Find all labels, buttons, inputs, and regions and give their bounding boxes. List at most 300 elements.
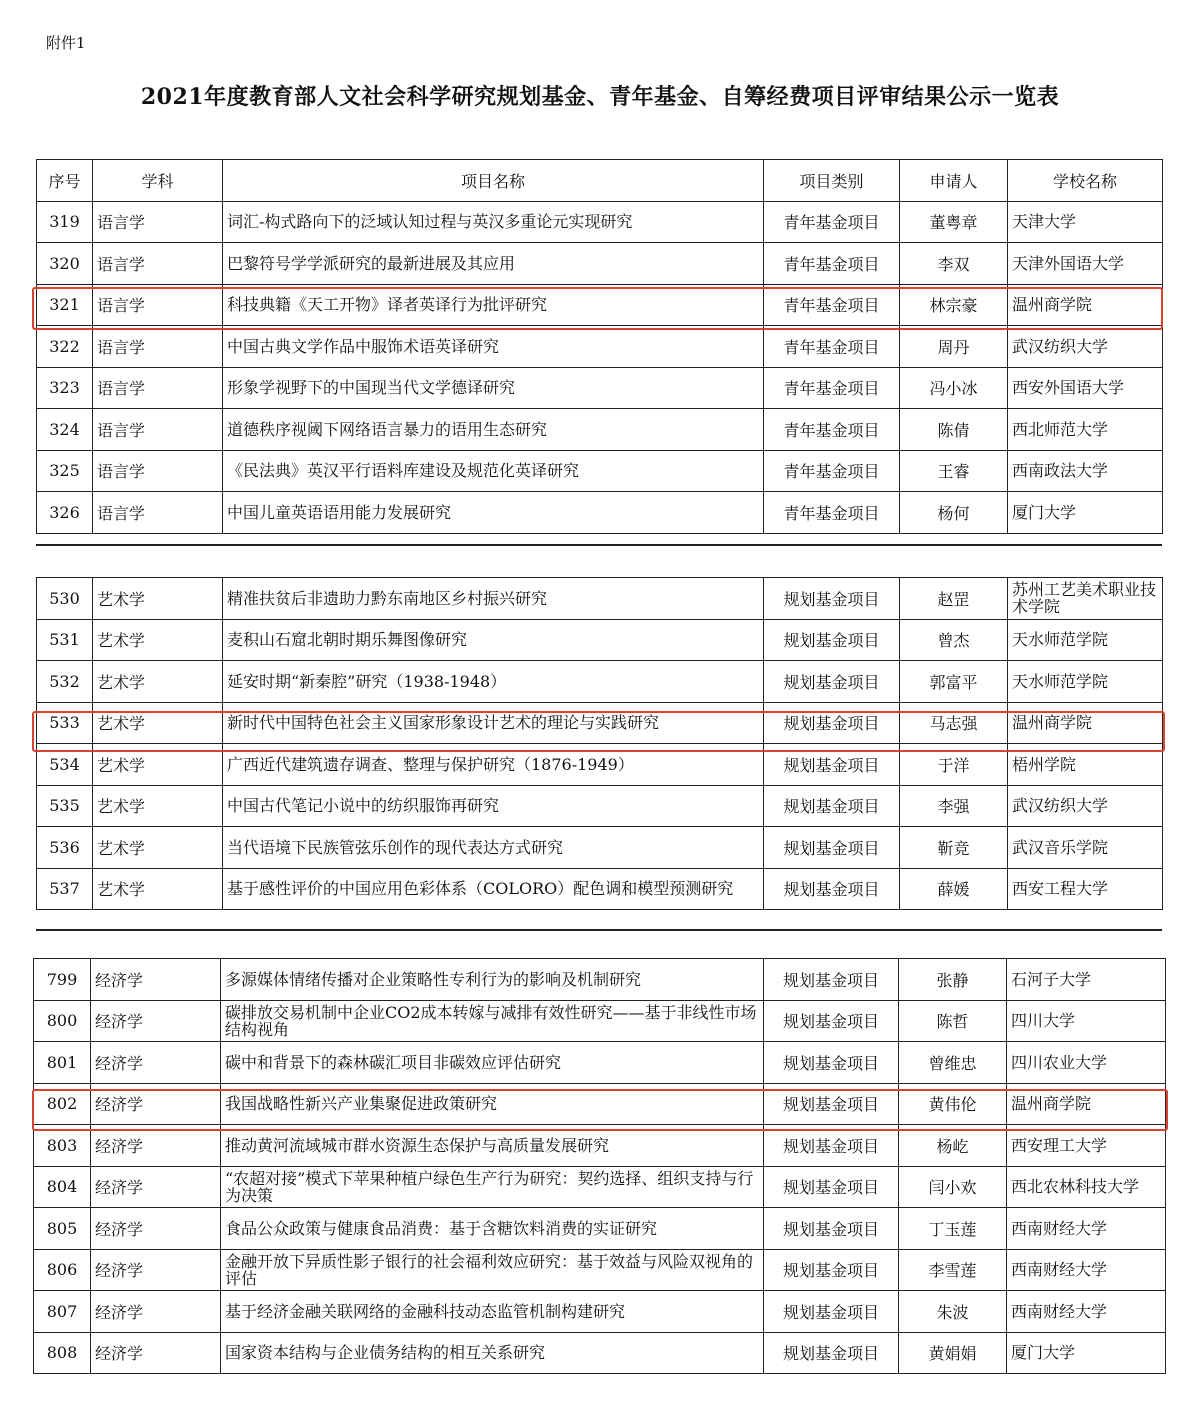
cell-applicant-text: 马志强 bbox=[929, 714, 978, 734]
cell-school-text: 天津大学 bbox=[1012, 212, 1077, 232]
cell-serial bbox=[37, 492, 93, 534]
cell-subject bbox=[93, 578, 223, 620]
cell-serial-text: 808 bbox=[46, 1343, 78, 1363]
cell-applicant-text: 李雪莲 bbox=[928, 1261, 977, 1281]
cell-subject bbox=[91, 1291, 221, 1333]
cell-project-name bbox=[223, 744, 764, 786]
cell-project-name bbox=[223, 201, 764, 243]
cell-applicant-text: 李强 bbox=[937, 797, 970, 817]
cell-serial bbox=[34, 959, 91, 1001]
cell-project-name bbox=[221, 1166, 764, 1208]
cell-serial-text: 324 bbox=[49, 419, 80, 439]
cell-subject-text: 艺术学 bbox=[97, 755, 146, 775]
cell-applicant bbox=[899, 1083, 1007, 1125]
cell-project-name bbox=[223, 367, 764, 409]
cell-subject-text: 经济学 bbox=[95, 1261, 144, 1281]
cell-serial-text: 531 bbox=[49, 630, 80, 650]
cell-serial bbox=[37, 827, 93, 869]
cell-subject-text: 经济学 bbox=[95, 1219, 144, 1239]
cell-subject-text: 经济学 bbox=[95, 970, 144, 990]
results-table-economics bbox=[33, 958, 1166, 1374]
cell-applicant bbox=[899, 1125, 1007, 1167]
cell-category-text: 规划基金项目 bbox=[783, 755, 880, 775]
document-title: 2021年度教育部人文社会科学研究规划基金、青年基金、自筹经费项目评审结果公示一览表 bbox=[140, 84, 1060, 110]
cell-school bbox=[1008, 785, 1163, 827]
cell-category-text: 规划基金项目 bbox=[782, 1178, 879, 1198]
table-row bbox=[34, 1332, 1166, 1374]
cell-project-name-text: 道德秩序视阈下网络语言暴力的语用生态研究 bbox=[227, 419, 548, 439]
cell-category-text: 规划基金项目 bbox=[782, 1344, 879, 1364]
section-break-line bbox=[36, 544, 1162, 546]
cell-project-name bbox=[223, 785, 764, 827]
table-row bbox=[37, 744, 1163, 786]
cell-serial-text: 536 bbox=[49, 837, 80, 857]
header-applicant: 申请人 bbox=[900, 160, 1008, 202]
table-row bbox=[37, 578, 1163, 620]
table-row bbox=[34, 1125, 1166, 1167]
cell-project-name-text: “农超对接”模式下苹果种植户绿色生产行为研究：契约选择、组织支持与行为决策 bbox=[225, 1168, 754, 1205]
cell-category-text: 规划基金项目 bbox=[782, 1053, 879, 1073]
table-header-row bbox=[37, 160, 1163, 202]
cell-category bbox=[764, 201, 900, 243]
cell-school-text: 温州商学院 bbox=[1012, 295, 1093, 315]
cell-category-text: 规划基金项目 bbox=[783, 714, 880, 734]
cell-serial bbox=[34, 1332, 91, 1374]
cell-category-text: 规划基金项目 bbox=[783, 797, 880, 817]
cell-project-name bbox=[221, 1291, 764, 1333]
table-row bbox=[34, 1208, 1166, 1250]
cell-project-name-text: 我国战略性新兴产业集聚促进政策研究 bbox=[225, 1094, 498, 1114]
cell-school bbox=[1007, 1291, 1166, 1333]
cell-subject-text: 语言学 bbox=[97, 296, 146, 316]
cell-project-name bbox=[223, 827, 764, 869]
cell-applicant bbox=[900, 661, 1008, 703]
cell-subject bbox=[93, 619, 223, 661]
cell-applicant bbox=[900, 702, 1008, 744]
cell-project-name bbox=[223, 284, 764, 326]
cell-serial-text: 322 bbox=[49, 336, 80, 356]
cell-subject bbox=[93, 827, 223, 869]
table-row bbox=[34, 1000, 1166, 1042]
table-row bbox=[37, 492, 1163, 534]
cell-category-text: 规划基金项目 bbox=[782, 970, 879, 990]
cell-applicant-text: 陈哲 bbox=[936, 1012, 969, 1032]
cell-subject bbox=[93, 367, 223, 409]
cell-serial bbox=[37, 243, 93, 285]
table-row bbox=[34, 1291, 1166, 1333]
table-row bbox=[34, 1042, 1166, 1084]
cell-subject bbox=[91, 1208, 221, 1250]
cell-subject-text: 经济学 bbox=[95, 1053, 144, 1073]
cell-serial-text: 530 bbox=[49, 588, 80, 608]
cell-subject bbox=[93, 868, 223, 910]
cell-serial bbox=[37, 409, 93, 451]
cell-project-name bbox=[223, 409, 764, 451]
cell-project-name-text: 基于经济金融关联网络的金融科技动态监管机制构建研究 bbox=[225, 1301, 626, 1321]
cell-subject-text: 语言学 bbox=[97, 379, 146, 399]
cell-serial-text: 534 bbox=[49, 754, 80, 774]
table-row bbox=[37, 326, 1163, 368]
cell-applicant-text: 冯小冰 bbox=[929, 379, 978, 399]
cell-category bbox=[764, 1249, 899, 1291]
cell-school bbox=[1008, 409, 1163, 451]
cell-category bbox=[764, 243, 900, 285]
table-row-highlighted bbox=[34, 1083, 1166, 1125]
cell-school-text: 天水师范学院 bbox=[1012, 630, 1109, 650]
cell-applicant-text: 李双 bbox=[937, 254, 970, 274]
cell-project-name-text: 《民法典》英汉平行语料库建设及规范化英译研究 bbox=[227, 461, 580, 481]
cell-applicant bbox=[900, 619, 1008, 661]
cell-school-text: 西南财经大学 bbox=[1011, 1301, 1108, 1321]
cell-category bbox=[764, 619, 900, 661]
cell-subject-text: 经济学 bbox=[95, 1136, 144, 1156]
header-project-category: 项目类别 bbox=[764, 160, 900, 202]
cell-category bbox=[764, 1332, 899, 1374]
cell-category bbox=[764, 492, 900, 534]
cell-subject bbox=[91, 959, 221, 1001]
cell-subject bbox=[91, 1042, 221, 1084]
cell-school bbox=[1007, 959, 1166, 1001]
cell-category-text: 规划基金项目 bbox=[782, 1219, 879, 1239]
cell-subject bbox=[93, 661, 223, 703]
cell-school bbox=[1008, 661, 1163, 703]
cell-project-name-text: 推动黄河流域城市群水资源生态保护与高质量发展研究 bbox=[225, 1135, 610, 1155]
cell-serial bbox=[34, 1083, 91, 1125]
cell-serial bbox=[37, 284, 93, 326]
cell-subject bbox=[93, 702, 223, 744]
cell-school bbox=[1007, 1249, 1166, 1291]
cell-category-text: 规划基金项目 bbox=[783, 631, 880, 651]
cell-applicant bbox=[900, 243, 1008, 285]
cell-subject bbox=[93, 492, 223, 534]
cell-subject-text: 艺术学 bbox=[97, 880, 146, 900]
cell-school bbox=[1008, 326, 1163, 368]
cell-category-text: 规划基金项目 bbox=[782, 1012, 879, 1032]
cell-school bbox=[1008, 744, 1163, 786]
cell-category-text: 青年基金项目 bbox=[783, 296, 880, 316]
cell-category bbox=[764, 1208, 899, 1250]
cell-applicant-text: 杨何 bbox=[937, 503, 970, 523]
cell-school-text: 苏州工艺美术职业技术学院 bbox=[1012, 580, 1157, 617]
cell-serial bbox=[37, 201, 93, 243]
cell-subject bbox=[93, 326, 223, 368]
cell-subject-text: 艺术学 bbox=[97, 589, 146, 609]
cell-school-text: 温州商学院 bbox=[1011, 1094, 1092, 1114]
cell-applicant bbox=[899, 1042, 1007, 1084]
cell-applicant-text: 黄娟娟 bbox=[928, 1344, 977, 1364]
cell-applicant bbox=[900, 578, 1008, 620]
cell-project-name bbox=[223, 243, 764, 285]
cell-subject bbox=[91, 1083, 221, 1125]
cell-school-text: 西安外国语大学 bbox=[1012, 378, 1125, 398]
table-row-highlighted bbox=[37, 702, 1163, 744]
cell-project-name bbox=[223, 661, 764, 703]
cell-serial-text: 807 bbox=[46, 1301, 78, 1321]
cell-project-name bbox=[221, 1083, 764, 1125]
table-row bbox=[34, 1166, 1166, 1208]
cell-category-text: 青年基金项目 bbox=[783, 462, 880, 482]
cell-serial-text: 320 bbox=[49, 253, 80, 273]
cell-project-name bbox=[223, 450, 764, 492]
cell-applicant-text: 周丹 bbox=[937, 337, 970, 357]
cell-school-text: 厦门大学 bbox=[1012, 502, 1077, 522]
cell-serial-text: 802 bbox=[46, 1094, 78, 1114]
cell-applicant bbox=[900, 201, 1008, 243]
cell-project-name bbox=[223, 619, 764, 661]
header-project-name: 项目名称 bbox=[223, 160, 764, 202]
cell-school bbox=[1008, 868, 1163, 910]
cell-project-name bbox=[221, 1125, 764, 1167]
cell-serial bbox=[37, 450, 93, 492]
cell-subject bbox=[91, 1125, 221, 1167]
cell-applicant bbox=[899, 1000, 1007, 1042]
cell-project-name-text: 巴黎符号学学派研究的最新进展及其应用 bbox=[227, 253, 516, 273]
cell-project-name-text: 科技典籍《天工开物》译者英译行为批评研究 bbox=[227, 295, 548, 315]
cell-subject-text: 经济学 bbox=[95, 1178, 144, 1198]
cell-applicant bbox=[899, 1208, 1007, 1250]
cell-serial-text: 321 bbox=[49, 295, 80, 315]
cell-category bbox=[764, 284, 900, 326]
cell-school bbox=[1008, 367, 1163, 409]
cell-subject bbox=[93, 785, 223, 827]
cell-school bbox=[1008, 492, 1163, 534]
cell-applicant-text: 王睿 bbox=[937, 462, 970, 482]
cell-category bbox=[764, 367, 900, 409]
table-row bbox=[37, 661, 1163, 703]
cell-applicant bbox=[899, 1166, 1007, 1208]
cell-serial-text: 325 bbox=[49, 461, 80, 481]
cell-applicant bbox=[899, 1332, 1007, 1374]
cell-subject-text: 经济学 bbox=[95, 1344, 144, 1364]
attachment-label: 附件1 bbox=[46, 34, 86, 52]
cell-subject bbox=[91, 1166, 221, 1208]
cell-project-name bbox=[221, 1208, 764, 1250]
cell-category bbox=[764, 868, 900, 910]
cell-subject-text: 艺术学 bbox=[97, 714, 146, 734]
cell-applicant bbox=[900, 868, 1008, 910]
table-row bbox=[37, 450, 1163, 492]
cell-applicant bbox=[900, 409, 1008, 451]
cell-subject-text: 语言学 bbox=[97, 337, 146, 357]
table-row bbox=[37, 201, 1163, 243]
cell-subject-text: 艺术学 bbox=[97, 797, 146, 817]
cell-serial-text: 326 bbox=[49, 502, 80, 522]
header-school: 学校名称 bbox=[1008, 160, 1163, 202]
cell-school-text: 西南政法大学 bbox=[1012, 461, 1109, 481]
cell-serial bbox=[34, 1125, 91, 1167]
cell-project-name-text: 中国古典文学作品中服饰术语英译研究 bbox=[227, 336, 500, 356]
cell-subject-text: 语言学 bbox=[97, 503, 146, 523]
cell-serial-text: 803 bbox=[46, 1135, 78, 1155]
cell-subject-text: 艺术学 bbox=[97, 631, 146, 651]
cell-subject-text: 经济学 bbox=[95, 1095, 144, 1115]
cell-category-text: 青年基金项目 bbox=[783, 420, 880, 440]
cell-serial bbox=[37, 578, 93, 620]
cell-project-name-text: 碳排放交易机制中企业CO2成本转嫁与减排有效性研究——基于非线性市场结构视角 bbox=[225, 1002, 757, 1039]
cell-serial bbox=[34, 1000, 91, 1042]
cell-applicant-text: 薛媛 bbox=[937, 880, 970, 900]
cell-subject-text: 语言学 bbox=[97, 420, 146, 440]
cell-serial-text: 806 bbox=[46, 1260, 78, 1280]
cell-school bbox=[1008, 450, 1163, 492]
cell-applicant bbox=[899, 959, 1007, 1001]
cell-category bbox=[764, 702, 900, 744]
cell-serial bbox=[37, 661, 93, 703]
cell-category-text: 规划基金项目 bbox=[782, 1302, 879, 1322]
cell-project-name-text: 广西近代建筑遗存调查、整理与保护研究（1876-1949） bbox=[227, 754, 634, 774]
cell-school bbox=[1007, 1000, 1166, 1042]
cell-subject-text: 语言学 bbox=[97, 462, 146, 482]
cell-category-text: 青年基金项目 bbox=[783, 503, 880, 523]
cell-serial bbox=[34, 1208, 91, 1250]
table-row bbox=[34, 1249, 1166, 1291]
cell-applicant bbox=[900, 284, 1008, 326]
cell-category-text: 青年基金项目 bbox=[783, 254, 880, 274]
cell-applicant bbox=[900, 450, 1008, 492]
cell-subject bbox=[93, 201, 223, 243]
cell-project-name bbox=[221, 959, 764, 1001]
cell-applicant-text: 曾维忠 bbox=[928, 1053, 977, 1073]
table-row bbox=[37, 785, 1163, 827]
cell-project-name bbox=[223, 578, 764, 620]
cell-category-text: 规划基金项目 bbox=[782, 1136, 879, 1156]
cell-applicant-text: 董粤章 bbox=[929, 213, 978, 233]
cell-serial bbox=[37, 367, 93, 409]
cell-school-text: 武汉纺织大学 bbox=[1012, 796, 1109, 816]
cell-applicant-text: 曾杰 bbox=[937, 631, 970, 651]
cell-school bbox=[1007, 1083, 1166, 1125]
table-row bbox=[37, 409, 1163, 451]
cell-project-name-text: 词汇-构式路向下的泛域认知过程与英汉多重论元实现研究 bbox=[227, 212, 633, 232]
table-row bbox=[37, 367, 1163, 409]
cell-serial-text: 533 bbox=[49, 713, 80, 733]
cell-school-text: 厦门大学 bbox=[1011, 1343, 1076, 1363]
cell-project-name-text: 延安时期“新秦腔”研究（1938-1948） bbox=[227, 671, 507, 691]
cell-category bbox=[764, 1166, 899, 1208]
cell-serial-text: 323 bbox=[49, 378, 80, 398]
cell-applicant bbox=[900, 367, 1008, 409]
cell-project-name bbox=[221, 1000, 764, 1042]
cell-serial bbox=[37, 785, 93, 827]
cell-serial bbox=[37, 868, 93, 910]
cell-school bbox=[1008, 619, 1163, 661]
cell-applicant-text: 林宗豪 bbox=[929, 296, 978, 316]
cell-category bbox=[764, 1125, 899, 1167]
cell-school bbox=[1008, 201, 1163, 243]
cell-category-text: 青年基金项目 bbox=[783, 337, 880, 357]
cell-project-name bbox=[223, 492, 764, 534]
cell-school-text: 西南财经大学 bbox=[1011, 1260, 1108, 1280]
cell-subject-text: 艺术学 bbox=[97, 838, 146, 858]
cell-project-name bbox=[223, 326, 764, 368]
header-serial: 序号 bbox=[37, 160, 93, 202]
cell-school-text: 西北农林科技大学 bbox=[1011, 1177, 1140, 1197]
cell-school bbox=[1008, 243, 1163, 285]
cell-project-name-text: 中国古代笔记小说中的纺织服饰再研究 bbox=[227, 796, 500, 816]
cell-category bbox=[764, 1291, 899, 1333]
cell-project-name-text: 中国儿童英语语用能力发展研究 bbox=[227, 502, 452, 522]
cell-serial bbox=[34, 1249, 91, 1291]
cell-applicant-text: 朱波 bbox=[936, 1302, 969, 1322]
cell-serial-text: 532 bbox=[49, 671, 80, 691]
cell-subject bbox=[91, 1332, 221, 1374]
cell-serial bbox=[37, 702, 93, 744]
cell-school-text: 西北师范大学 bbox=[1012, 419, 1109, 439]
table-row bbox=[34, 959, 1166, 1001]
cell-category bbox=[764, 744, 900, 786]
cell-category bbox=[764, 409, 900, 451]
cell-applicant-text: 闫小欢 bbox=[928, 1178, 977, 1198]
cell-applicant-text: 陈倩 bbox=[937, 420, 970, 440]
cell-category-text: 规划基金项目 bbox=[782, 1261, 879, 1281]
cell-applicant bbox=[900, 492, 1008, 534]
cell-project-name-text: 当代语境下民族管弦乐创作的现代表达方式研究 bbox=[227, 837, 564, 857]
cell-subject-text: 语言学 bbox=[97, 254, 146, 274]
cell-applicant bbox=[900, 744, 1008, 786]
cell-subject bbox=[93, 284, 223, 326]
cell-subject-text: 艺术学 bbox=[97, 672, 146, 692]
table-row bbox=[37, 827, 1163, 869]
table-row bbox=[37, 868, 1163, 910]
header-subject: 学科 bbox=[93, 160, 223, 202]
cell-school-text: 温州商学院 bbox=[1012, 713, 1093, 733]
cell-project-name-text: 金融开放下异质性影子银行的社会福利效应研究：基于效益与风险双视角的评估 bbox=[225, 1251, 754, 1288]
cell-applicant-text: 张静 bbox=[936, 970, 969, 990]
results-table-arts bbox=[36, 577, 1163, 910]
cell-school bbox=[1008, 578, 1163, 620]
cell-project-name-text: 多源媒体情绪传播对企业策略性专利行为的影响及机制研究 bbox=[225, 969, 642, 989]
cell-category-text: 规划基金项目 bbox=[782, 1095, 879, 1115]
cell-category-text: 青年基金项目 bbox=[783, 379, 880, 399]
cell-school-text: 天津外国语大学 bbox=[1012, 253, 1125, 273]
cell-school-text: 四川农业大学 bbox=[1011, 1052, 1108, 1072]
cell-category bbox=[764, 661, 900, 703]
cell-category bbox=[764, 450, 900, 492]
cell-applicant-text: 赵罡 bbox=[937, 589, 970, 609]
cell-school-text: 西安工程大学 bbox=[1012, 879, 1109, 899]
cell-subject-text: 语言学 bbox=[97, 213, 146, 233]
cell-applicant-text: 于洋 bbox=[937, 755, 970, 775]
cell-school bbox=[1007, 1208, 1166, 1250]
cell-applicant bbox=[900, 785, 1008, 827]
cell-project-name bbox=[223, 868, 764, 910]
cell-category-text: 规划基金项目 bbox=[783, 880, 880, 900]
cell-project-name bbox=[223, 702, 764, 744]
cell-project-name bbox=[221, 1042, 764, 1084]
cell-category bbox=[764, 1000, 899, 1042]
cell-project-name-text: 食品公众政策与健康食品消费：基于含糖饮料消费的实证研究 bbox=[225, 1218, 658, 1238]
cell-school bbox=[1008, 827, 1163, 869]
cell-serial bbox=[37, 326, 93, 368]
cell-category bbox=[764, 1042, 899, 1084]
cell-applicant-text: 郭富平 bbox=[929, 672, 978, 692]
cell-applicant bbox=[900, 326, 1008, 368]
cell-school-text: 武汉纺织大学 bbox=[1012, 336, 1109, 356]
cell-serial bbox=[37, 744, 93, 786]
cell-subject bbox=[91, 1000, 221, 1042]
cell-serial-text: 801 bbox=[46, 1052, 78, 1072]
cell-serial-text: 319 bbox=[49, 212, 80, 232]
cell-subject bbox=[93, 243, 223, 285]
cell-subject bbox=[93, 744, 223, 786]
cell-subject bbox=[93, 450, 223, 492]
cell-applicant-text: 丁玉莲 bbox=[928, 1219, 977, 1239]
cell-category-text: 规划基金项目 bbox=[783, 672, 880, 692]
cell-project-name-text: 精准扶贫后非遗助力黔东南地区乡村振兴研究 bbox=[227, 588, 548, 608]
cell-category bbox=[764, 578, 900, 620]
cell-applicant-text: 杨屹 bbox=[936, 1136, 969, 1156]
cell-serial-text: 537 bbox=[49, 879, 80, 899]
